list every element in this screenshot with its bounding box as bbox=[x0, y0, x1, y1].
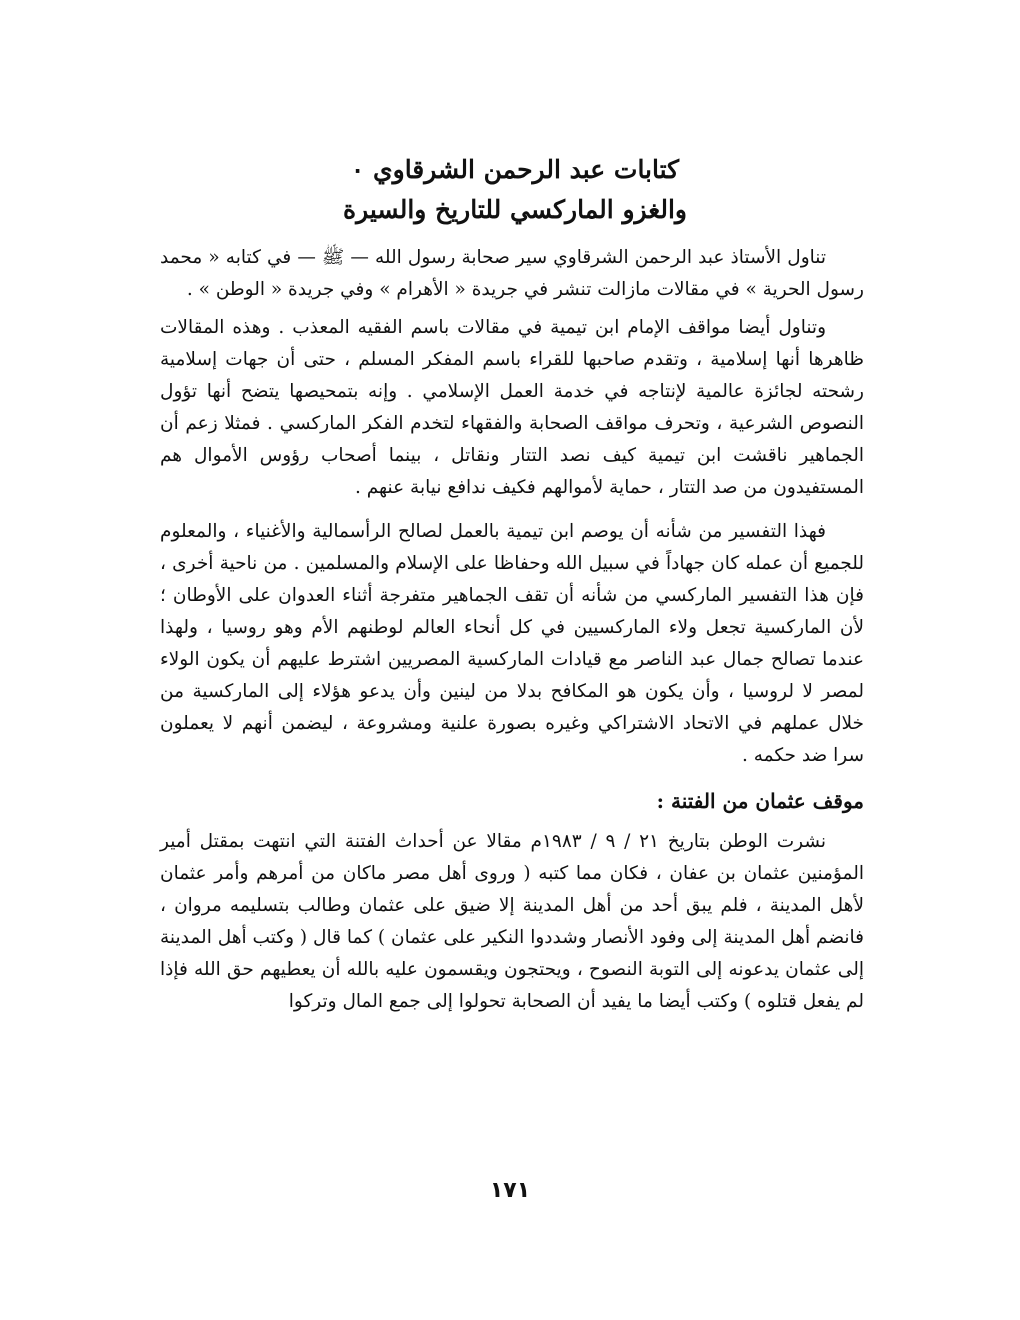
paragraph-3: فهذا التفسير من شأنه أن يوصم ابن تيمية بالعمل لصالح الرأسمالية والأغنياء ، والمعلوم للجميع أن عمله كان جهاداً في سبيل الله وحفاظا على الإسلام والمسلمين . من ناحية أخرى ، فإن هذا التفسير الماركسي من شأنه أن تقف الجماهير متفرجة أثناء العدوان على الأوطان ؛ لأن الماركسية تجعل ولاء الماركسيين في كل أنحاء العالم لوطنهم الأم وهو روسيا ، ولهذا عندما تصالح جمال عبد الناصر مع قيادات الماركسية المصريين اشترط عليهم أن يكون الولاء لمصر لا لروسيا ، وأن يكون هو المكافح بدلا من لينين وأن يدعو هؤلاء إلى الماركسية من خلال عملهم في الاتحاد الاشتراكي وغيره بصورة علنية ومشروعة ، ليضمن أنهم لا يعملون سرا ضد حكمه . bbox=[160, 521, 864, 766]
title-block bbox=[150, 150, 880, 230]
paragraph-1: تناول الأستاذ عبد الرحمن الشرقاوي سير صحابة رسول الله — ﷺ — في كتابه « محمد رسول الحرية » في مقالات مازالت تنشر في جريدة « الأهرام » وفي جريدة « الوطن » . bbox=[160, 247, 864, 300]
body-text bbox=[160, 242, 864, 1030]
chapter-subtitle: والغزو الماركسي للتاريخ والسيرة bbox=[342, 195, 688, 224]
section-heading: موقف عثمان من الفتنة : bbox=[656, 789, 864, 813]
chapter-title: كتابات عبد الرحمن الشرقاوي ٠ bbox=[350, 155, 680, 184]
paragraph-2: وتناول أيضا مواقف الإمام ابن تيمية في مقالات باسم الفقيه المعذب . وهذه المقالات ظاهرها أنها إسلامية ، وتقدم صاحبها للقراء باسم المفكر المسلم ، حتى أن جهات إسلامية رشحته لجائزة عالمية لإنتاجه في خدمة العمل الإسلامي . وإنه بتمحيصها يتضح أنها تؤول النصوص الشرعية ، وتحرف مواقف الصحابة والفقهاء لتخدم الفكر الماركسي . فمثلا زعم أن الجماهير ناقشت ابن تيمية كيف نصد التتار ونقاتل ، بينما أصحاب رؤوس الأموال هم المستفيدون من صد التتار ، حماية لأموالهم فكيف ندافع نيابة عنهم . bbox=[160, 317, 864, 498]
page-number: ١٧١ bbox=[489, 1178, 531, 1203]
section-paragraph: نشرت الوطن بتاريخ ٢١ / ٩ / ١٩٨٣م مقالا عن أحداث الفتنة التي انتهت بمقتل أمير المؤمنين عثمان بن عفان ، فكان مما كتبه ( وروى أهل مصر ماكان من أمرهم وأمر عثمان لأهل المدينة ، فلم يبق أحد من أهل المدينة إلا ضيق على عثمان وطالب بتسليمه مروان ، فانضم أهل المدينة إلى وفود الأنصار وشددوا النكير على عثمان ) كما قال ( وكتب أهل المدينة إلى عثمان يدعونه إلى التوبة النصوح ، ويحتجون ويقسمون عليه بالله أن يعطيهم حق الله فإذا لم يفعل قتلوه ) وكتب أيضا ما يفيد أن الصحابة تحولوا إلى جمع المال وتركوا bbox=[160, 831, 864, 1012]
